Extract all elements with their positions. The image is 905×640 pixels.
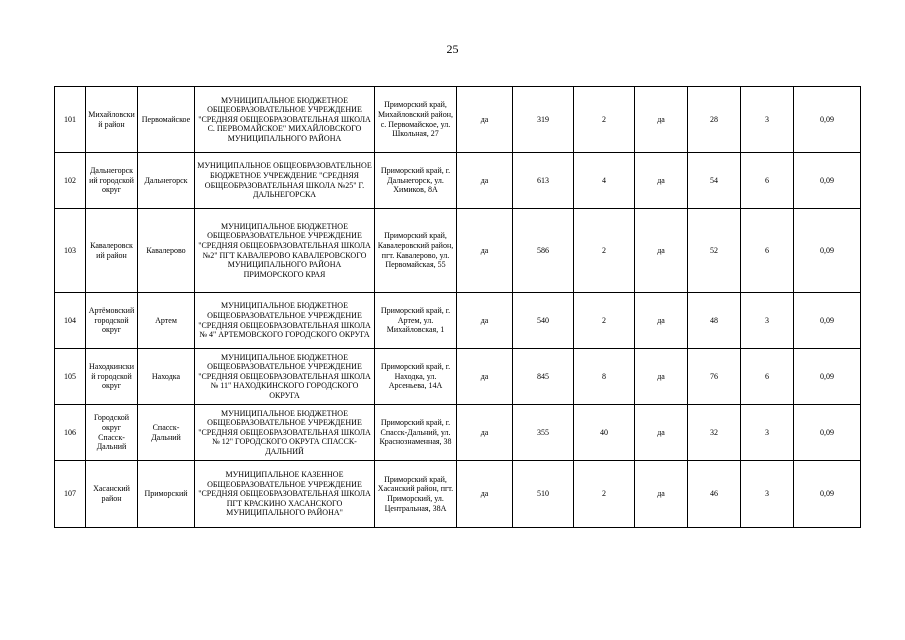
cell-coefficient: 0,09 <box>794 405 861 461</box>
school-address: Приморский край, г. Дальнегорск, ул. Химиков, 8А <box>375 153 457 209</box>
school-name: МУНИЦИПАЛЬНОЕ БЮДЖЕТНОЕ ОБЩЕОБРАЗОВАТЕЛЬНОЕ УЧРЕЖДЕНИЕ "СРЕДНЯЯ ОБЩЕОБРАЗОВАТЕЛЬНАЯ ШКОЛА №2" ПГТ КАВАЛЕРОВО КАВАЛЕРОВСКОГО МУНИЦИПАЛЬНОГО РАЙОНА ПРИМОРСКОГО КРАЯ <box>195 209 375 293</box>
school-name: МУНИЦИПАЛЬНОЕ КАЗЕННОЕ ОБЩЕОБРАЗОВАТЕЛЬНОЕ УЧРЕЖДЕНИЕ "СРЕДНЯЯ ОБЩЕОБРАЗОВАТЕЛЬНАЯ ШКОЛА ПГТ КРАСКИНО ХАСАНСКОГО МУНИЦИПАЛЬНОГО РАЙОНА" <box>195 461 375 528</box>
cell-value-2: 40 <box>574 405 635 461</box>
cell-coefficient: 0,09 <box>794 209 861 293</box>
cell-value-5: 6 <box>741 153 794 209</box>
cell-coefficient: 0,09 <box>794 349 861 405</box>
cell-value-2: 2 <box>574 209 635 293</box>
cell-value-2: 2 <box>574 293 635 349</box>
table-row <box>55 209 861 293</box>
cell-value-4: 76 <box>688 349 741 405</box>
table-row <box>55 405 861 461</box>
cell-coefficient: 0,09 <box>794 87 861 153</box>
cell-value-4: 28 <box>688 87 741 153</box>
school-name: МУНИЦИПАЛЬНОЕ БЮДЖЕТНОЕ ОБЩЕОБРАЗОВАТЕЛЬНОЕ УЧРЕЖДЕНИЕ "СРЕДНЯЯ ОБЩЕОБРАЗОВАТЕЛЬНАЯ ШКОЛА № 12" ГОРОДСКОГО ОКРУГА СПАССК-ДАЛЬНИЙ <box>195 405 375 461</box>
cell-value-4: 32 <box>688 405 741 461</box>
row-number: 107 <box>55 461 86 528</box>
cell-value-2: 2 <box>574 461 635 528</box>
cell-yes-1: да <box>457 209 513 293</box>
cell-value-2: 4 <box>574 153 635 209</box>
table-row <box>55 461 861 528</box>
cell-value-5: 3 <box>741 405 794 461</box>
schools-table <box>54 86 861 528</box>
school-name: МУНИЦИПАЛЬНОЕ БЮДЖЕТНОЕ ОБЩЕОБРАЗОВАТЕЛЬНОЕ УЧРЕЖДЕНИЕ "СРЕДНЯЯ ОБЩЕОБРАЗОВАТЕЛЬНАЯ ШКОЛА С. ПЕРВОМАЙСКОЕ" МИХАЙЛОВСКОГО МУНИЦИПАЛЬНОГО РАЙОНА <box>195 87 375 153</box>
district: Артёмовский городской округ <box>86 293 138 349</box>
table-row <box>55 87 861 153</box>
school-name: МУНИЦИПАЛЬНОЕ БЮДЖЕТНОЕ ОБЩЕОБРАЗОВАТЕЛЬНОЕ УЧРЕЖДЕНИЕ "СРЕДНЯЯ ОБЩЕОБРАЗОВАТЕЛЬНАЯ ШКОЛА № 11" НАХОДКИНСКОГО ГОРОДСКОГО ОКРУГА <box>195 349 375 405</box>
school-name: МУНИЦИПАЛЬНОЕ БЮДЖЕТНОЕ ОБЩЕОБРАЗОВАТЕЛЬНОЕ УЧРЕЖДЕНИЕ "СРЕДНЯЯ ОБЩЕОБРАЗОВАТЕЛЬНАЯ ШКОЛА № 4" АРТЕМОВСКОГО ГОРОДСКОГО ОКРУГА <box>195 293 375 349</box>
district: Михайловский район <box>86 87 138 153</box>
locality: Спасск-Дальний <box>138 405 195 461</box>
school-address: Приморский край, Хасанский район, пгт. Приморский, ул. Центральная, 38А <box>375 461 457 528</box>
cell-value-5: 3 <box>741 87 794 153</box>
cell-value-4: 46 <box>688 461 741 528</box>
district: Хасанский район <box>86 461 138 528</box>
cell-yes-2: да <box>635 461 688 528</box>
locality: Кавалерово <box>138 209 195 293</box>
cell-coefficient: 0,09 <box>794 461 861 528</box>
cell-yes-2: да <box>635 349 688 405</box>
school-address: Приморский край, г. Находка, ул. Арсеньева, 14А <box>375 349 457 405</box>
school-address: Приморский край, г. Спасск-Дальний, ул. Краснознаменная, 38 <box>375 405 457 461</box>
cell-value-5: 6 <box>741 209 794 293</box>
cell-value-5: 3 <box>741 293 794 349</box>
cell-coefficient: 0,09 <box>794 293 861 349</box>
student-count: 845 <box>513 349 574 405</box>
cell-yes-2: да <box>635 209 688 293</box>
row-number: 102 <box>55 153 86 209</box>
cell-value-4: 52 <box>688 209 741 293</box>
locality: Приморский <box>138 461 195 528</box>
locality: Находка <box>138 349 195 405</box>
district: Городской округ Спасск-Дальний <box>86 405 138 461</box>
student-count: 540 <box>513 293 574 349</box>
school-address: Приморский край, Михайловский район, с. Первомайское, ул. Школьная, 27 <box>375 87 457 153</box>
cell-coefficient: 0,09 <box>794 153 861 209</box>
page-number: 25 <box>446 42 459 56</box>
school-address: Приморский край, г. Артем, ул. Михайловская, 1 <box>375 293 457 349</box>
locality: Артем <box>138 293 195 349</box>
cell-yes-1: да <box>457 87 513 153</box>
student-count: 586 <box>513 209 574 293</box>
row-number: 104 <box>55 293 86 349</box>
district: Находкинский городской округ <box>86 349 138 405</box>
cell-yes-1: да <box>457 349 513 405</box>
school-address: Приморский край, Кавалеровский район, пгт. Кавалерово, ул. Первомайская, 55 <box>375 209 457 293</box>
row-number: 105 <box>55 349 86 405</box>
district: Кавалеровский район <box>86 209 138 293</box>
cell-value-5: 3 <box>741 461 794 528</box>
cell-value-4: 54 <box>688 153 741 209</box>
cell-yes-2: да <box>635 153 688 209</box>
table-row <box>55 153 861 209</box>
row-number: 101 <box>55 87 86 153</box>
cell-value-2: 8 <box>574 349 635 405</box>
cell-yes-1: да <box>457 461 513 528</box>
school-name: МУНИЦИПАЛЬНОЕ ОБЩЕОБРАЗОВАТЕЛЬНОЕ БЮДЖЕТНОЕ УЧРЕЖДЕНИЕ "СРЕДНЯЯ ОБЩЕОБРАЗОВАТЕЛЬНАЯ ШКОЛА №25" Г. ДАЛЬНЕГОРСКА <box>195 153 375 209</box>
cell-yes-1: да <box>457 293 513 349</box>
cell-yes-1: да <box>457 153 513 209</box>
locality: Дальнегорск <box>138 153 195 209</box>
cell-yes-2: да <box>635 87 688 153</box>
cell-value-4: 48 <box>688 293 741 349</box>
student-count: 510 <box>513 461 574 528</box>
student-count: 319 <box>513 87 574 153</box>
student-count: 613 <box>513 153 574 209</box>
cell-value-2: 2 <box>574 87 635 153</box>
student-count: 355 <box>513 405 574 461</box>
cell-value-5: 6 <box>741 349 794 405</box>
locality: Первомайское <box>138 87 195 153</box>
cell-yes-2: да <box>635 405 688 461</box>
table-row <box>55 293 861 349</box>
cell-yes-1: да <box>457 405 513 461</box>
district: Дальнегорский городской округ <box>86 153 138 209</box>
row-number: 106 <box>55 405 86 461</box>
cell-yes-2: да <box>635 293 688 349</box>
table-row <box>55 349 861 405</box>
row-number: 103 <box>55 209 86 293</box>
